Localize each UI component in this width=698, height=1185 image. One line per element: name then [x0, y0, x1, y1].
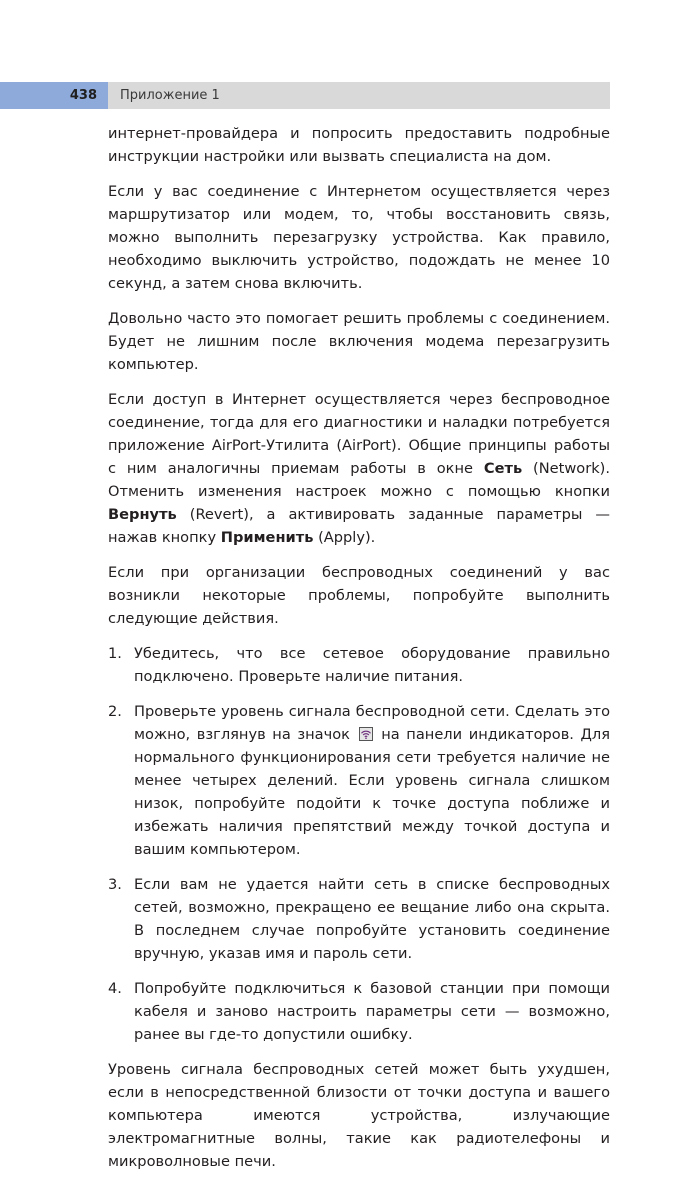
- numbered-list: [108, 642, 610, 1046]
- page-header: [0, 82, 610, 109]
- wifi-icon: [359, 727, 373, 741]
- list-number: 4.: [108, 980, 122, 997]
- list-item: [108, 700, 610, 861]
- list-item: [108, 977, 610, 1046]
- paragraph-5: Если при организации беспроводных соединений у вас возникли некоторые проблемы, попробуйте выполнить следующие действия.: [108, 564, 610, 627]
- list-number: 1.: [108, 645, 122, 662]
- list-item: [108, 642, 610, 688]
- paragraph-2: Если у вас соединение с Интернетом осуществляется через маршрутизатор или модем, то, чтобы восстановить связь, можно выполнить перезагрузку устройства. Как правило, необходимо выключить устройство, подождать не менее 10 секунд, а затем снова включить.: [108, 183, 610, 292]
- p4-text-1: Если доступ в Интернет осуществляется через беспроводное соединение, тогда для его диагностики и наладки потребуется приложение AirPort-Утилита (AirPort). Общие принципы работы с ним аналогичны приемам работы в окне: [108, 391, 610, 477]
- p4-text-4: (Apply).: [313, 529, 376, 546]
- list-item-text: Убедитесь, что все сетевое оборудование правильно подключено. Проверьте наличие питания.: [134, 645, 610, 685]
- body-text: [108, 122, 610, 1185]
- list-item-text: Попробуйте подключиться к базовой станции при помощи кабеля и заново настроить параметры сети — возможно, ранее вы где-то допустили ошибку.: [134, 980, 610, 1043]
- page-number: 438: [0, 82, 108, 109]
- list-number: 2.: [108, 703, 122, 720]
- list-item: [108, 873, 610, 965]
- p4-text-2: (Network). Отменить изменения настроек можно с помощью кнопки: [108, 460, 610, 500]
- p4-text-3: (Revert), а активировать заданные параметры — нажав кнопку: [108, 506, 610, 546]
- paragraph-4: [108, 388, 610, 549]
- chapter-title: Приложение 1: [108, 82, 610, 109]
- apply-term: Применить: [220, 529, 314, 546]
- network-term: Сеть: [483, 460, 523, 477]
- list-item-text: Если вам не удается найти сеть в списке беспроводных сетей, возможно, прекращено ее вещание либо она скрыта. В последнем случае попробуйте установить соединение вручную, указав имя и пароль сети.: [134, 876, 610, 962]
- paragraph-1: интернет-провайдера и попросить предоставить подробные инструкции настройки или вызвать специалиста на дом.: [108, 125, 610, 165]
- paragraph-3: Довольно часто это помогает решить проблемы с соединением. Будет не лишним после включения модема перезагрузить компьютер.: [108, 310, 610, 373]
- revert-term: Вернуть: [108, 506, 177, 523]
- list-item-text-before: Проверьте уровень сигнала беспроводной сети. Сделать это можно, взглянув на значок: [134, 703, 610, 743]
- paragraph-6: Уровень сигнала беспроводных сетей может быть ухудшен, если в непосредственной близости от точки доступа и вашего компьютера имеются устройства, излучающие электромагнитные волны, такие как радиотелефоны и микроволновые печи.: [108, 1061, 610, 1170]
- list-number: 3.: [108, 876, 122, 893]
- list-item-text-after: на панели индикаторов. Для нормального функционирования сети требуется наличие не менее четырех делений. Если уровень сигнала слишком низок, попробуйте подойти к точке доступа поближе и избежать наличия препятствий между точкой доступа и вашим компьютером.: [134, 726, 611, 858]
